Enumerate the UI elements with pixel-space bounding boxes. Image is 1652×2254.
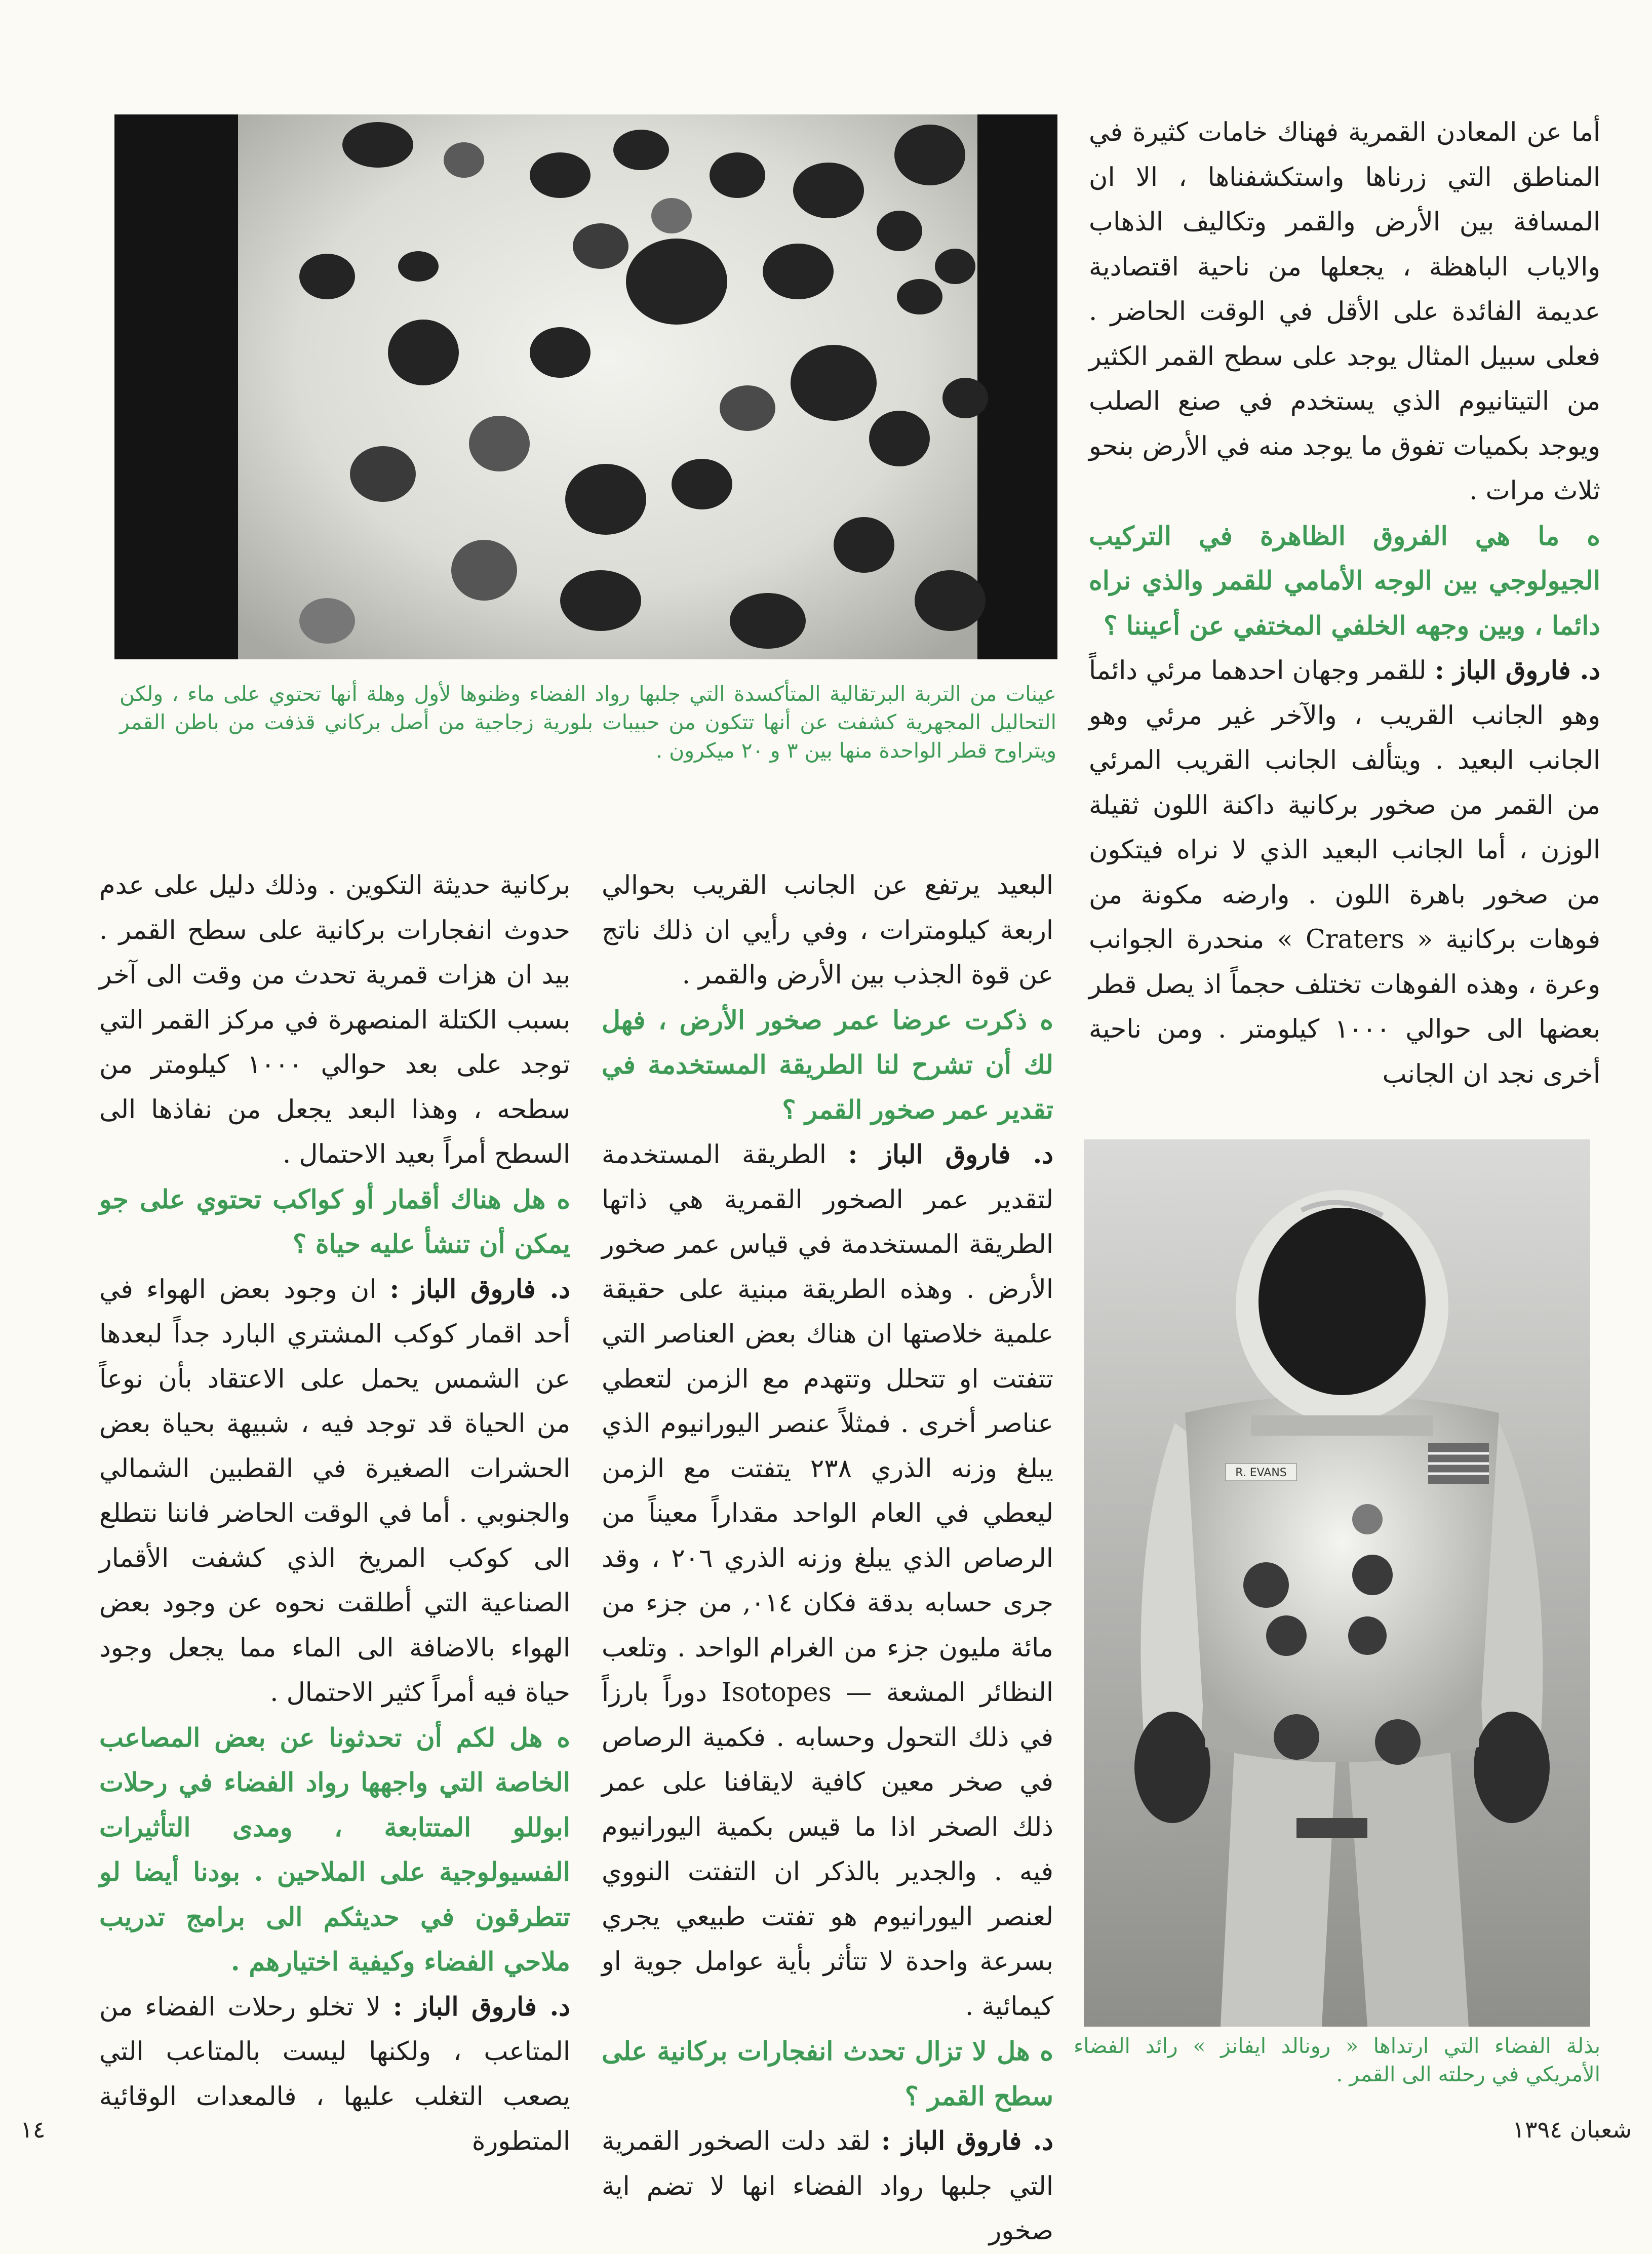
paragraph: بركانية حديثة التكوين . وذلك دليل على عدم حدوث انفجارات بركانية على سطح القمر . بيد ان هزات قمرية تحدث من وقت الى آخر بسبب الكتلة المنصهرة في مركز القمر التي توجد على بعد حوالي ١٠٠٠ كيلومتر من سطحه ، وهذا البعد يجعل من نفاذها الى السطح أمراً بعيد الاحتمال .	[99, 871, 571, 1169]
answer	[99, 1267, 570, 1716]
question: ه هل هناك أقمار أو كواكب تحتوي على جو يمكن أن تنشأ عليه حياة ؟	[99, 1184, 570, 1259]
question: ه هل لكم أن تحدثونا عن بعض المصاعب الخاصة التي واجهها رواد الفضاء في رحلات ابوللو المتتابعة ، ومدى التأثيرات الفسيولوجية على الملاحين . بودنا أيضا لو تتطرقون في حديثكم الى برامج تدريب ملاحي الفضاء وكيفية اختيارهم .	[99, 1722, 570, 1977]
soil-photo-caption: عينات من التربة البرتقالية المتأكسدة التي جلبها رواد الفضاء وظنوها لأول وهلة أنها تحتوي على ماء ، ولكن التحاليل المجهرية كشفت عن أنها تتكون من حبيبات بلورية زجاجية من أصل بركاني قذفت من باطن القمر ويتراوح قطر الواحدة منها بين ٣ و ٢٠ ميكرون .	[120, 682, 1056, 763]
answer-text: ان وجود بعض الهواء في أحد اقمار كوكب المشتري البارد جداً لبعدها عن الشمس يحمل على الاعتقاد بأن نوعاً من الحياة قد توجد فيه ، شبيهة بحياة بعض الحشرات الصغيرة في القطبين الشمالي والجنوبي . أما في الوقت الحاضر فاننا نتطلع الى كوكب المريخ الذي كشفت الأقمار الصناعية التي أطلقت نحوه عن وجود بعض الهواء بالاضافة الى الماء مما يجعل وجود حياة فيه أمراً كثير الاحتمال .	[99, 1274, 570, 1708]
article-column-left	[99, 863, 570, 2164]
answer	[1089, 648, 1600, 1097]
article-column-middle	[602, 863, 1053, 2254]
paragraph: البعيد يرتفع عن الجانب القريب بحوالي اربعة كيلومترات ، وفي رأيي ان ذلك ناتج عن قوة الجذب بين الأرض والقمر .	[602, 871, 1053, 990]
page-number: ١٤	[20, 2116, 46, 2143]
spacesuit-caption: بذلة الفضاء التي ارتداها « رونالد ايفانز » رائد الفضاء الأمريكي في رحلته الى القمر .	[1074, 2034, 1600, 2086]
answer	[602, 2119, 1053, 2254]
soil-grains-image	[114, 114, 1057, 659]
speaker-name: د. فاروق الباز :	[389, 1274, 570, 1304]
answer-text: لا تخلو رحلات الفضاء من المتاعب ، ولكنها ليست بالمتاعب التي يصعب التغلب عليها ، فالمعدات الوقائية المتطورة	[99, 1992, 570, 2156]
answer-text: لقد دلت الصخور القمرية التي جلبها رواد الفضاء انها لا تضم اية صخور	[602, 2126, 1053, 2246]
article-column-right	[1089, 110, 1600, 1097]
answer	[99, 1985, 570, 2164]
question: ه هل لا تزال تحدث انفجارات بركانية على سطح القمر ؟	[602, 2036, 1053, 2112]
paragraph: أما عن المعادن القمرية فهناك خامات كثيرة في المناطق التي زرناها واستكشفناها ، الا ان المسافة بين الأرض والقمر وتكاليف الذهاب والاياب الباهظة ، يجعلها من ناحية اقتصادية عديمة الفائدة على الأقل في الوقت الحاضر . فعلى سبيل المثال يوجد على سطح القمر الكثير من التيتانيوم الذي يستخدم في صنع الصلب ويوجد بكميات تفوق ما يوجد منه في الأرض بنحو ثلاث مرات .	[1089, 117, 1600, 506]
question: ه ما هي الفروق الظاهرة في التركيب الجيولوجي بين الوجه الأمامي للقمر والذي نراه دائما ، وبين وجهه الخلفي المختفي عن أعيننا ؟	[1089, 521, 1600, 641]
speaker-name: د. فاروق الباز :	[848, 1139, 1053, 1170]
speaker-name: د. فاروق الباز :	[881, 2126, 1053, 2156]
answer-text: الطريقة المستخدمة لتقدير عمر الصخور القمرية هي ذاتها الطريقة المستخدمة في قياس عمر صخور الأرض . وهذه الطريقة مبنية على حقيقة علمية خلاصتها ان هناك بعض العناصر التي تتفتت او تتحلل وتتهدم مع الزمن لتعطي عناصر أخرى . فمثلاً عنصر اليورانيوم الذي يبلغ وزنه الذري ٢٣٨ يتفتت مع الزمن ليعطي في العام الواحد مقداراً معيناً من الرصاص الذي يبلغ وزنه الذري ٢٠٦ ، وقد جرى حسابه بدقة فكان ٠١٤, من جزء من مائة مليون جزء من الغرام الواحد . وتلعب النظائر المشعة — Isotopes دوراً بارزاً في ذلك التحول وحسابه . فكمية الرصاص في صخر معين كافية لايقافنا على عمر ذلك الصخر اذا ما قيس بكمية اليورانيوم فيه . والجدير بالذكر ان التفتت النووي لعنصر اليورانيوم هو تفتت طبيعي يجري بسرعة واحدة لا تتأثر بأية عوامل جوية او كيمائية .	[602, 1140, 1053, 2022]
answer	[602, 1132, 1053, 2029]
soil-sample-photo	[114, 114, 1057, 659]
spacesuit-photo	[1084, 1139, 1590, 2027]
question: ه ذكرت عرضا عمر صخور الأرض ، فهل لك أن تشرح لنا الطريقة المستخدمة في تقدير عمر صخور القمر ؟	[602, 1005, 1053, 1125]
speaker-name: د. فاروق الباز :	[392, 1991, 570, 2022]
issue-date: شعبان ١٣٩٤	[1512, 2116, 1632, 2143]
answer-text: للقمر وجهان احدهما مرئي دائماً وهو الجانب القريب ، والآخر غير مرئي وهو الجانب البعيد . ويتألف الجانب القريب المرئي من القمر من صخور بركانية داكنة اللون ثقيلة الوزن ، أما الجانب البعيد الذي لا نراه فيتكون من صخور باهرة اللون . وارضه مكونة من فوهات بركانية « Craters » منحدرة الجوانب وعرة ، وهذه الفوهات تختلف حجماً اذ يصل قطر بعضها الى حوالي ١٠٠٠ كيلومتر . ومن ناحية أخرى نجد ان الجانب	[1089, 656, 1600, 1089]
spacesuit-image	[1084, 1139, 1590, 2027]
name-tag-text: R. EVANS	[1235, 1467, 1287, 1479]
speaker-name: د. فاروق الباز :	[1434, 655, 1600, 686]
